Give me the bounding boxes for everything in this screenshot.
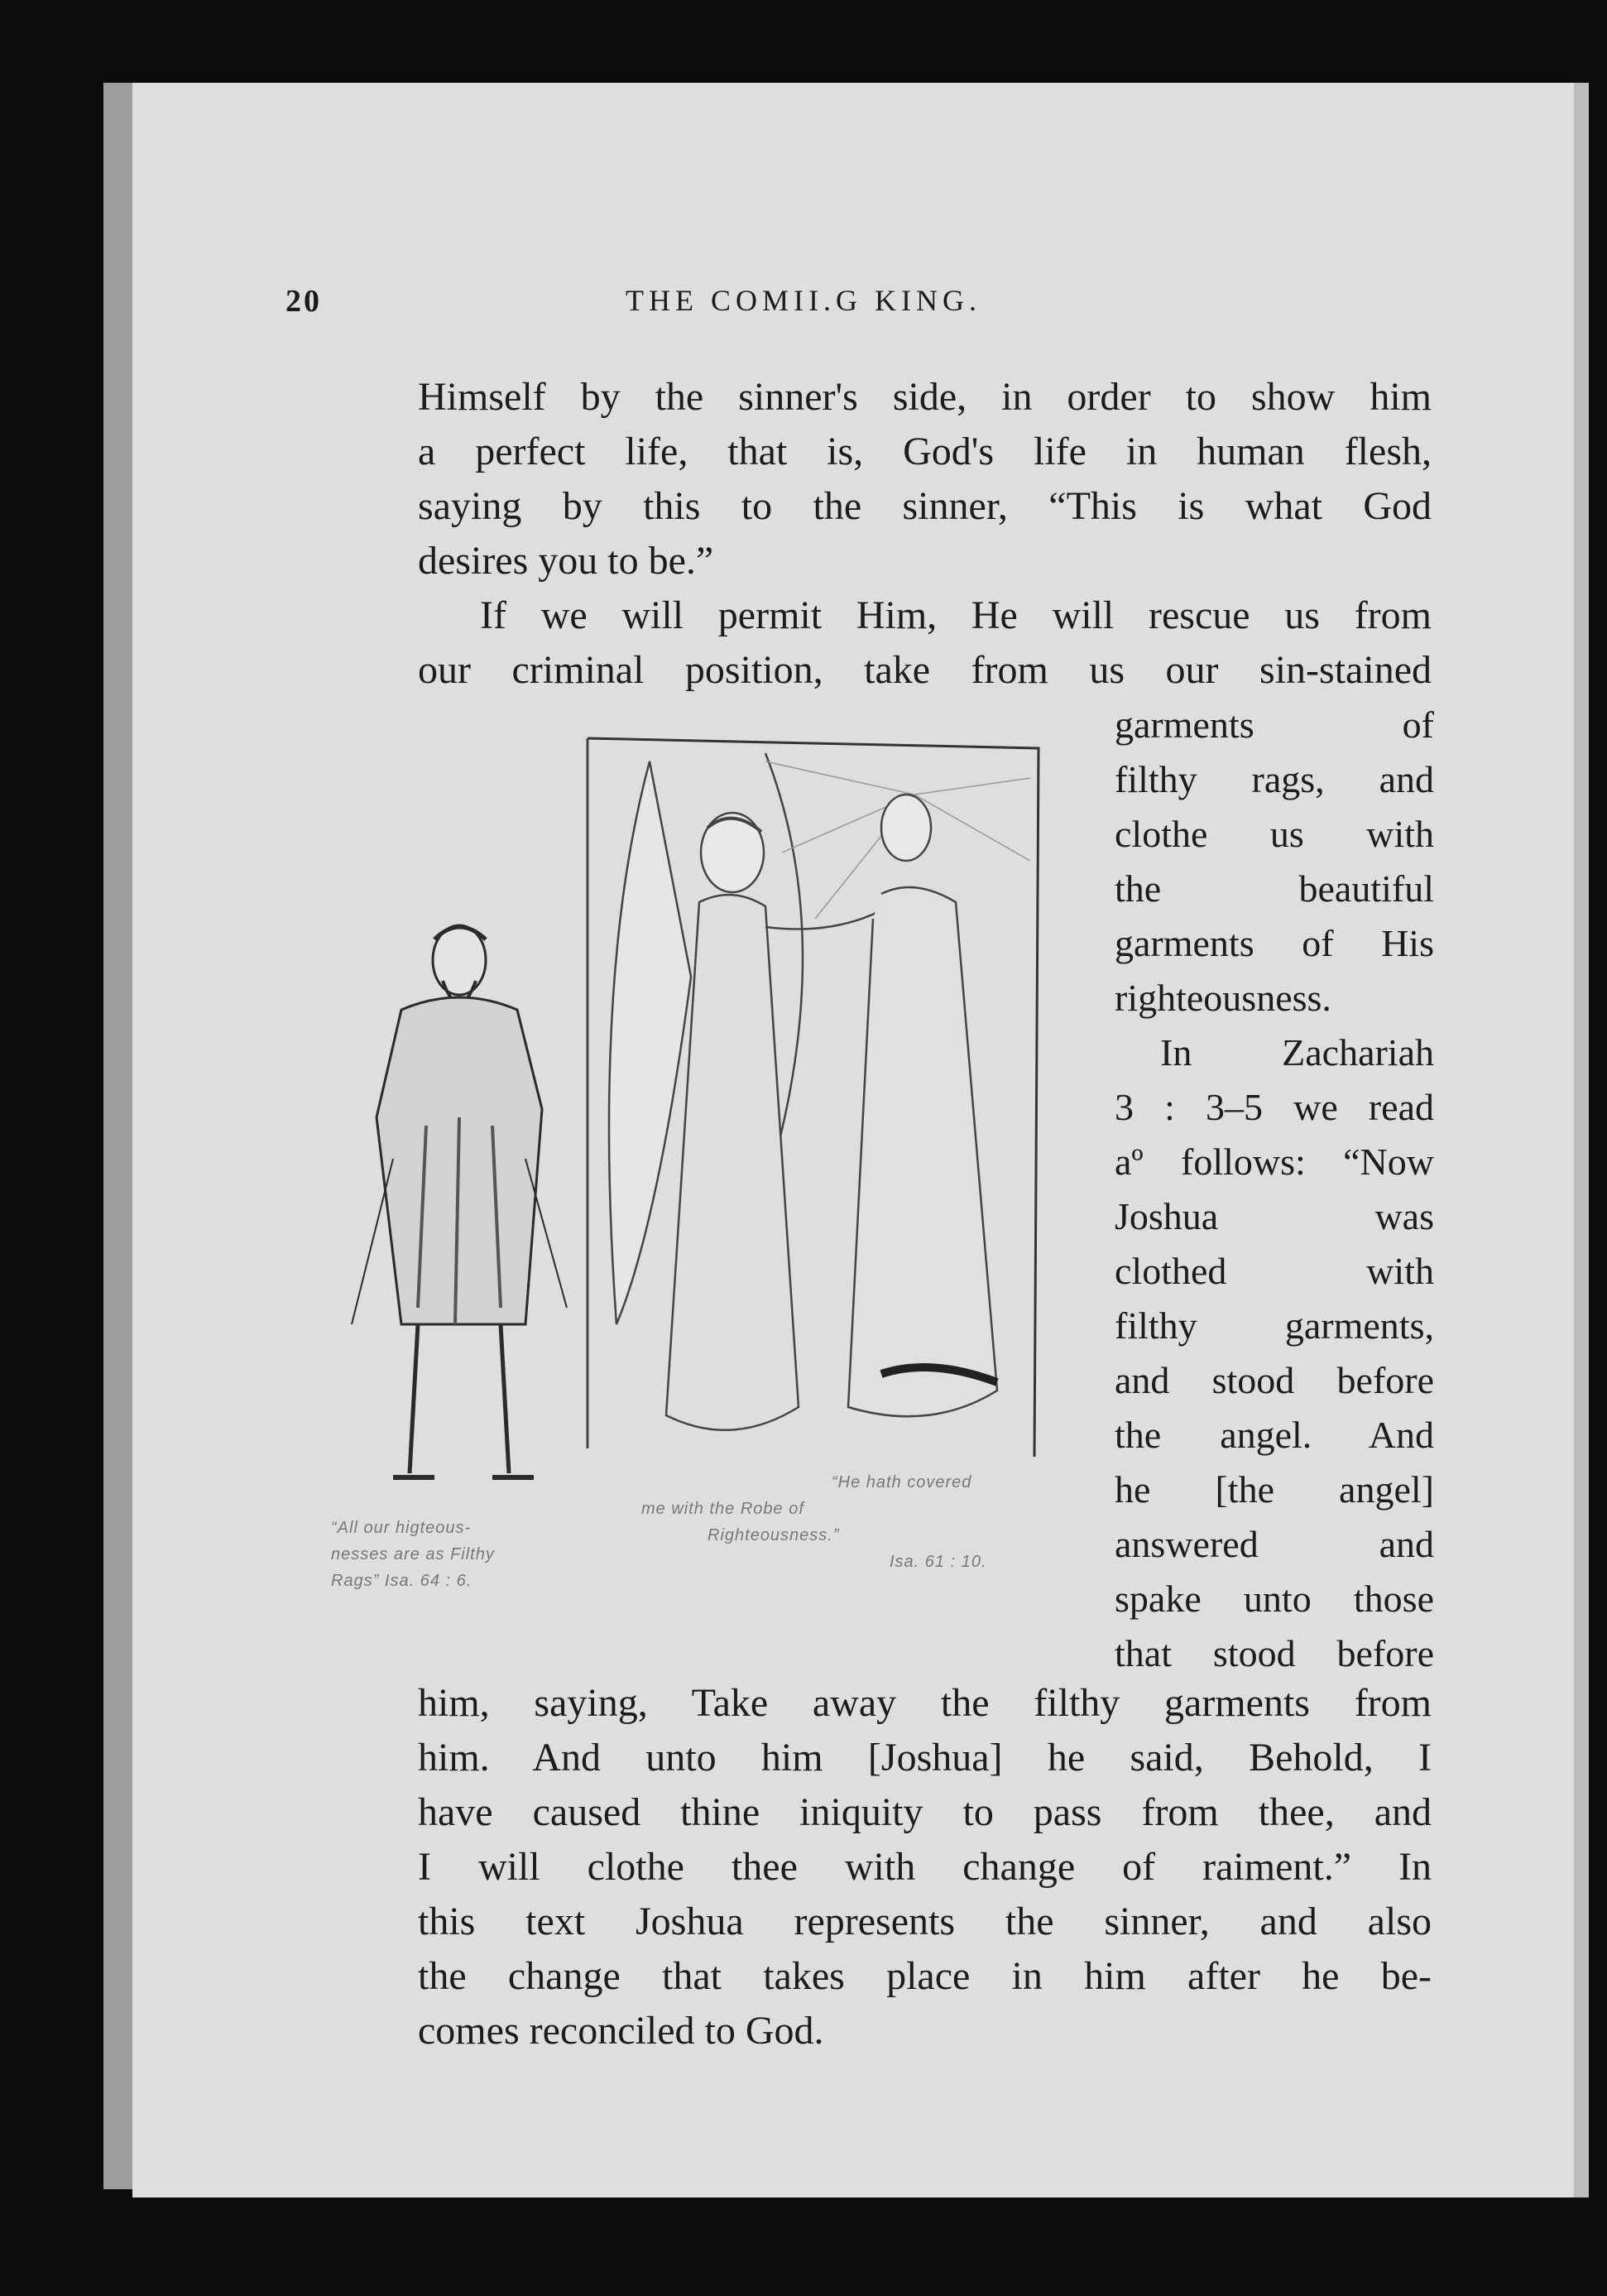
page-header <box>0 283 1607 333</box>
top-paragraphs <box>418 370 1432 698</box>
text-line: desires you to be.” <box>418 539 714 583</box>
left-caption <box>331 1515 495 1594</box>
caption-line: me with the Robe of <box>641 1500 804 1518</box>
text-line: he [the angel] <box>1115 1468 1434 1511</box>
caption-line: “He hath covered <box>832 1473 972 1491</box>
text-line: him, saying, Take away the filthy garments from <box>418 1681 1432 1725</box>
text-line: comes reconciled to God. <box>418 2009 824 2053</box>
bottom-paragraph <box>418 1676 1432 2058</box>
text-line: 3 : 3–5 we read <box>1115 1086 1434 1128</box>
illustration <box>302 728 1055 1622</box>
text-line: a perfect life, that is, God's life in human flesh, <box>418 430 1432 473</box>
text-line: righteousness. <box>1115 977 1331 1019</box>
caption-line: Righteousness.” <box>708 1526 840 1544</box>
text-line: garments of <box>1115 704 1434 746</box>
text-line: this text Joshua represents the sinner, and also <box>418 1900 1432 1943</box>
text-line: him. And unto him [Joshua] he said, Behold, I <box>418 1736 1432 1780</box>
angel-figure <box>609 753 881 1430</box>
text-line: and stood before <box>1115 1359 1434 1401</box>
text-line: have caused thine iniquity to pass from thee, and <box>418 1790 1432 1834</box>
right-caption <box>641 1469 987 1575</box>
text-line: that stood before <box>1115 1632 1434 1674</box>
text-line: I will clothe thee with change of raiment.” In <box>418 1845 1432 1889</box>
side-column-text <box>1115 698 1434 1681</box>
text-line: saying by this to the sinner, “This is what God <box>418 484 1432 528</box>
running-title: THE COMII.G KING. <box>626 284 981 317</box>
text-line: the beautiful <box>1115 867 1434 910</box>
text-line: In Zachariah <box>1160 1031 1434 1074</box>
text-line: our criminal position, take from us our sin-stained <box>418 648 1432 692</box>
caption-line: Isa. 61 : 10. <box>890 1553 987 1571</box>
page-edge <box>1574 83 1589 2198</box>
text-line: Himself by the sinner's side, in order to show him <box>418 375 1432 419</box>
robed-figure <box>848 795 997 1416</box>
ragged-man-figure <box>352 925 567 1477</box>
text-line: the change that takes place in him after he be- <box>418 1954 1432 1998</box>
caption-line: “All our higteous- <box>331 1519 472 1537</box>
text-line: filthy garments, <box>1115 1304 1434 1347</box>
text-line: If we will permit Him, He will rescue us from <box>480 593 1432 637</box>
page-number: 20 <box>285 284 322 319</box>
text-line: clothe us with <box>1115 813 1434 855</box>
text-line: Joshua was <box>1115 1195 1434 1237</box>
caption-line: nesses are as Filthy <box>331 1545 495 1563</box>
text-line: spake unto those <box>1115 1578 1434 1620</box>
text-line: the angel. And <box>1115 1414 1434 1456</box>
text-line: aº follows: “Now <box>1115 1141 1434 1183</box>
text-line: filthy rags, and <box>1115 758 1434 800</box>
caption-line: Rags” Isa. 64 : 6. <box>331 1572 473 1590</box>
text-line: answered and <box>1115 1523 1434 1565</box>
text-line: clothed with <box>1115 1250 1434 1292</box>
text-line: garments of His <box>1115 922 1434 964</box>
